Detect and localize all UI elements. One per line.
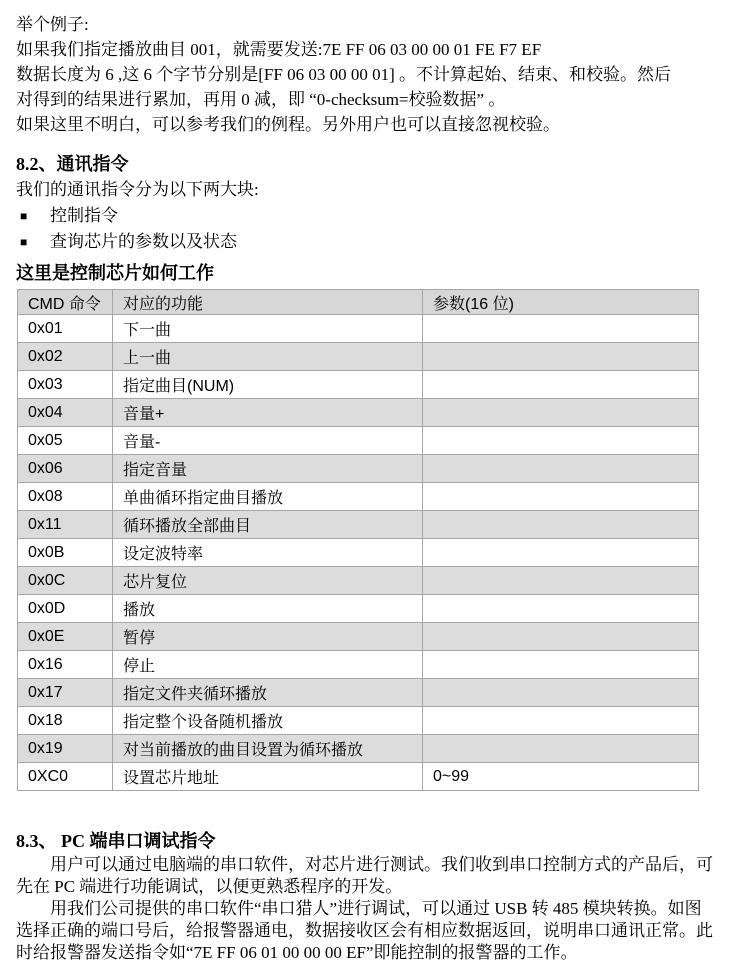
function-cell: 指定曲目(NUM): [113, 371, 423, 399]
cmd-cell: 0x04: [18, 399, 113, 427]
cmd-cell: 0x06: [18, 455, 113, 483]
param-cell: [423, 315, 699, 343]
section-8-2: [16, 151, 734, 255]
function-cell: 芯片复位: [113, 567, 423, 595]
column-header-cmd: CMD 命令: [18, 290, 113, 315]
header-row: [18, 290, 699, 315]
bullet-label-query: 查询芯片的参数以及状态: [50, 232, 237, 251]
command-row-0x18: [18, 707, 699, 735]
section-8-2-heading: 8.2、通讯指令: [16, 154, 129, 174]
cmd-cell: 0x0C: [18, 567, 113, 595]
command-table-body: [18, 315, 699, 791]
cmd-cell: 0x0D: [18, 595, 113, 623]
command-row-0x01: [18, 315, 699, 343]
function-cell: 音量-: [113, 427, 423, 455]
function-cell: 上一曲: [113, 343, 423, 371]
command-row-0x0D: [18, 595, 699, 623]
param-cell: [423, 427, 699, 455]
command-row-0x03: [18, 371, 699, 399]
example-title: 举个例子:: [16, 15, 89, 34]
section-8-2-intro: 我们的通讯指令分为以下两大块:: [16, 180, 259, 199]
function-cell: 对当前播放的曲目设置为循环播放: [113, 735, 423, 763]
example-checksum-note: 对得到的结果进行累加，再用 0 减，即 “0-checksum=校验数据” 。: [16, 90, 506, 109]
cmd-cell: 0x0E: [18, 623, 113, 651]
function-cell: 指定文件夹循环播放: [113, 679, 423, 707]
example-data-length: 数据长度为 6 ,这 6 个字节分别是[FF 06 03 00 00 01] 。不计算起始、结束、和校验。然后: [16, 65, 671, 84]
cmd-cell: 0x03: [18, 371, 113, 399]
function-cell: 指定音量: [113, 455, 423, 483]
bullet-square-icon: ■: [20, 209, 28, 223]
command-row-0x17: [18, 679, 699, 707]
param-cell: [423, 371, 699, 399]
function-cell: 下一曲: [113, 315, 423, 343]
param-cell: [423, 595, 699, 623]
cmd-cell: 0x05: [18, 427, 113, 455]
function-cell: 设定波特率: [113, 539, 423, 567]
param-cell: [423, 679, 699, 707]
cmd-cell: 0x18: [18, 707, 113, 735]
section-8-3-heading: 8.3、 PC 端串口调试指令: [16, 831, 216, 851]
param-cell: [423, 707, 699, 735]
function-cell: 播放: [113, 595, 423, 623]
param-cell: [423, 483, 699, 511]
function-cell: 单曲循环指定曲目播放: [113, 483, 423, 511]
bullet-item-control: [16, 203, 734, 229]
function-cell: 设置芯片地址: [113, 763, 423, 791]
command-row-0x11: [18, 511, 699, 539]
command-row-0x0E: [18, 623, 699, 651]
param-cell: [423, 399, 699, 427]
column-header-param: 参数(16 位): [423, 290, 699, 315]
function-cell: 循环播放全部曲目: [113, 511, 423, 539]
command-table-header: [18, 290, 699, 315]
cmd-cell: 0XC0: [18, 763, 113, 791]
command-row-0XC0: [18, 763, 699, 791]
cmd-cell: 0x19: [18, 735, 113, 763]
command-row-0x04: [18, 399, 699, 427]
param-cell: [423, 623, 699, 651]
example-ignore-note: 如果这里不明白，可以参考我们的例程。另外用户也可以直接忽视校验。: [16, 115, 560, 134]
column-header-function: 对应的功能: [113, 290, 423, 315]
cmd-cell: 0x01: [18, 315, 113, 343]
command-row-0x08: [18, 483, 699, 511]
param-cell: 0~99: [423, 763, 699, 791]
para-line: 时给报警器发送指令如“7E FF 06 01 00 00 00 EF”即能控制的报警器的工作。: [16, 943, 578, 962]
para-line: 先在 PC 端进行功能调试，以便更熟悉程序的开发。: [16, 877, 403, 896]
cmd-cell: 0x08: [18, 483, 113, 511]
command-row-0x16: [18, 651, 699, 679]
command-row-0x19: [18, 735, 699, 763]
para-line: 用我们公司提供的串口软件“串口猎人”进行调试，可以通过 USB 转 485 模块转换。如图: [50, 899, 702, 918]
bullet-item-query: [16, 229, 734, 255]
param-cell: [423, 539, 699, 567]
bullet-label-control: 控制指令: [50, 206, 118, 225]
command-row-0x05: [18, 427, 699, 455]
param-cell: [423, 651, 699, 679]
section-8-3-body: [16, 854, 734, 964]
param-cell: [423, 511, 699, 539]
function-cell: 音量+: [113, 399, 423, 427]
example-send-command: 如果我们指定播放曲目 001，就需要发送:7E FF 06 03 00 00 01 FE F7 EF: [16, 40, 542, 59]
cmd-cell: 0x16: [18, 651, 113, 679]
function-cell: 暂停: [113, 623, 423, 651]
command-table-caption: 这里是控制芯片如何工作: [16, 263, 214, 283]
function-cell: 指定整个设备随机播放: [113, 707, 423, 735]
param-cell: [423, 455, 699, 483]
cmd-cell: 0x11: [18, 511, 113, 539]
command-table: [17, 289, 699, 791]
checksum-example-section: [16, 12, 734, 137]
para-line: 用户可以通过电脑端的串口软件，对芯片进行测试。我们收到串口控制方式的产品后，可: [50, 855, 713, 874]
section-8-3: [16, 828, 734, 964]
command-row-0x0B: [18, 539, 699, 567]
command-row-0x06: [18, 455, 699, 483]
param-cell: [423, 567, 699, 595]
cmd-cell: 0x17: [18, 679, 113, 707]
param-cell: [423, 735, 699, 763]
command-row-0x02: [18, 343, 699, 371]
command-row-0x0C: [18, 567, 699, 595]
para-line: 选择正确的端口号后，给报警器通电，数据接收区会有相应数据返回，说明串口通讯正常。此: [16, 921, 713, 940]
param-cell: [423, 343, 699, 371]
cmd-cell: 0x0B: [18, 539, 113, 567]
bullet-square-icon: ■: [20, 235, 28, 249]
function-cell: 停止: [113, 651, 423, 679]
cmd-cell: 0x02: [18, 343, 113, 371]
